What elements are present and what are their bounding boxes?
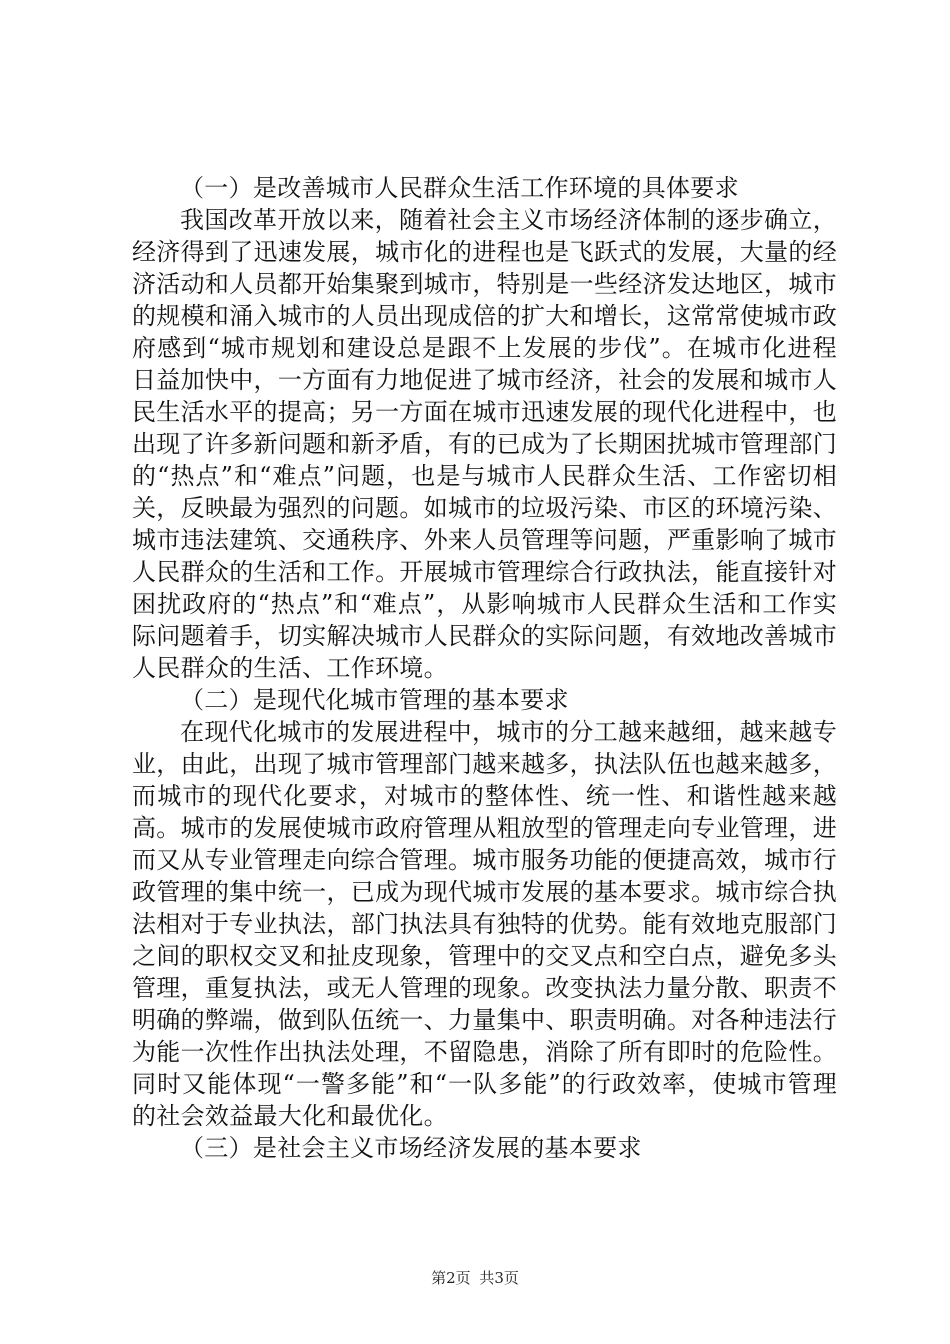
- section-heading-1: （一）是改善城市人民群众生活工作环境的具体要求: [180, 174, 739, 202]
- section-paragraph-2: 在现代化城市的发展进程中，城市的分工越来越细，越来越专业，由此，出现了城市管理部门越来越多，执法队伍也越来越多，而城市的现代化要求，对城市的整体性、统一性、和谐性越来越高。城市的发展使城市政府管理从粗放型的管理走向专业管理，进而又从专业管理走向综合管理。城市服务功能的便捷高效，城市行政管理的集中统一，已成为现代城市发展的基本要求。城市综合执法相对于专业执法，部门执法具有独特的优势。能有效地克服部门之间的职权交叉和扯皮现象，管理中的交叉点和空白点，避免多头管理，重复执法，或无人管理的现象。改变执法力量分散、职责不明确的弊端，做到队伍统一、力量集中、职责明确。对各种违法行为能一次性作出执法处理，不留隐患，消除了所有即时的危险性。同时又能体现“一警多能”和“一队多能”的行政效率，使城市管理的社会效益最大化和最优化。: [132, 718, 837, 1130]
- section-heading-3: （三）是社会主义市场经济发展的基本要求: [180, 1134, 642, 1162]
- page-total: 共3页: [479, 1269, 519, 1287]
- page-number: 第2页: [431, 1269, 471, 1287]
- document-body: [132, 172, 837, 1164]
- section-heading-2: （二）是现代化城市管理的基本要求: [180, 686, 569, 714]
- section-paragraph-1: 我国改革开放以来，随着社会主义市场经济体制的逐步确立，经济得到了迅速发展，城市化的进程也是飞跃式的发展，大量的经济活动和人员都开始集聚到城市，特别是一些经济发达地区，城市的规模和涌入城市的人员出现成倍的扩大和增长，这常常使城市政府感到“城市规划和建设总是跟不上发展的步伐”。在城市化进程日益加快中，一方面有力地促进了城市经济，社会的发展和城市人民生活水平的提高；另一方面在城市迅速发展的现代化进程中，也出现了许多新问题和新矛盾，有的已成为了长期困扰城市管理部门的“热点”和“难点”问题，也是与城市人民群众生活、工作密切相关，反映最为强烈的问题。如城市的垃圾污染、市区的环境污染、城市违法建筑、交通秩序、外来人员管理等问题，严重影响了城市人民群众的生活和工作。开展城市管理综合行政执法，能直接针对困扰政府的“热点”和“难点”，从影响城市人民群众生活和工作实际问题着手，切实解决城市人民群众的实际问题，有效地改善城市人民群众的生活、工作环境。: [132, 206, 837, 682]
- page-footer: [0, 1268, 950, 1288]
